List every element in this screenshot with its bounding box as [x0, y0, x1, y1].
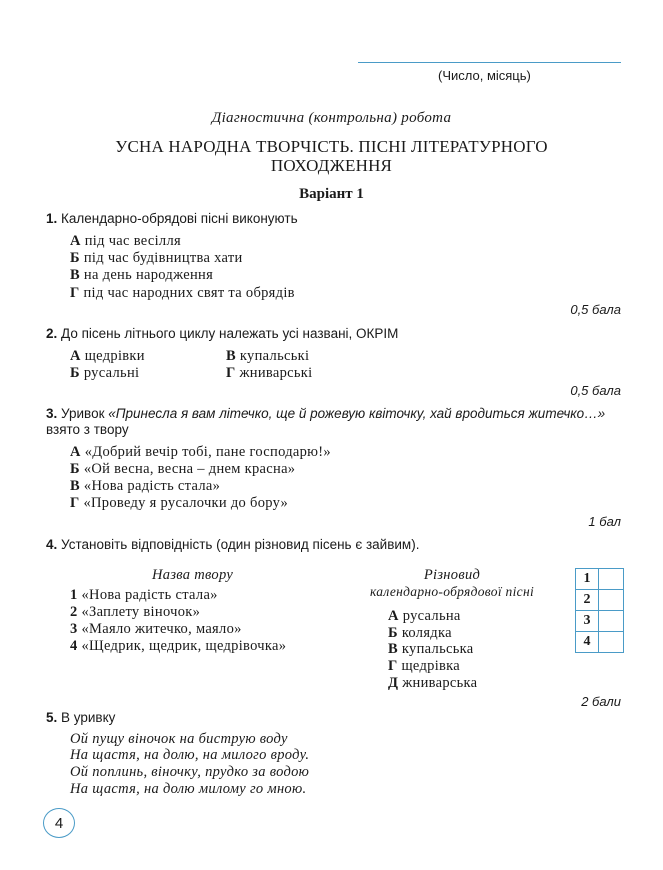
question-number: 1. — [46, 211, 58, 226]
date-label: (Число, місяць) — [438, 68, 531, 83]
question-5: 5. В уривку — [46, 710, 116, 725]
points-label: 1 бал — [588, 514, 621, 529]
match-left-item: 3 «Маяло житечко, маяло» — [70, 621, 242, 637]
points-label: 0,5 бала — [570, 302, 621, 317]
answer-option[interactable]: Г «Проведу я русалочки до бору» — [70, 495, 289, 511]
grid-row-label: 3 — [576, 611, 599, 632]
column-header-type: Різновид — [423, 567, 481, 583]
question-text: Календарно-обрядові пісні виконують — [61, 211, 298, 226]
answer-option[interactable]: А під час весілля — [70, 233, 181, 249]
answer-grid — [575, 568, 624, 653]
poem-line: Ой поплинь, віночку, прудко за водою — [70, 764, 310, 780]
column-header-title: Назва твору — [152, 567, 234, 583]
match-right-item: А русальна — [388, 608, 461, 624]
answer-option[interactable]: Б «Ой весна, весна – днем красна» — [70, 461, 296, 477]
match-right-item: Б колядка — [388, 625, 452, 641]
match-left-item: 4 «Щедрик, щедрик, щедрівочка» — [70, 638, 287, 654]
answer-cell[interactable] — [599, 569, 624, 590]
match-right-item: Д жниварська — [388, 675, 478, 691]
answer-option[interactable]: В купальські — [226, 348, 310, 364]
quoted-excerpt: «Принесла я вам літечко, ще й рожевую квіточку, хай вродиться житечко…» — [108, 406, 606, 421]
poem-line: На щастя, на долю, на милого вроду. — [70, 747, 310, 763]
grid-row-label: 1 — [576, 569, 599, 590]
page-title: УСНА НАРОДНА ТВОРЧІСТЬ. ПІСНІ ЛІТЕРАТУРНОГО ПОХОДЖЕННЯ — [115, 137, 548, 175]
answer-option[interactable]: В на день народження — [70, 267, 214, 283]
answer-option[interactable]: Б під час будівництва хати — [70, 250, 243, 266]
answer-option[interactable]: Г жниварські — [226, 365, 313, 381]
variant-label: Варіант 1 — [299, 186, 364, 202]
answer-option[interactable]: А «Добрий вечір тобі, пане господарю!» — [70, 444, 331, 460]
date-underline — [358, 62, 621, 63]
answer-option[interactable]: Б русальні — [70, 365, 140, 381]
question-4: 4. Установіть відповідність (один різновид пісень є зайвим). — [46, 537, 420, 552]
match-right-item: Г щедрівка — [388, 658, 461, 674]
match-left-item: 2 «Заплету віночок» — [70, 604, 201, 620]
answer-option[interactable]: Г під час народних свят та обрядів — [70, 285, 295, 301]
poem-line: На щастя, на долю милому го мною. — [70, 781, 307, 797]
question-3: 3. Уривок «Принесла я вам літечко, ще й рожевую квіточку, хай вродиться житечко…» взято з твору — [46, 406, 606, 437]
grid-row-label: 2 — [576, 590, 599, 611]
answer-cell[interactable] — [599, 632, 624, 653]
points-label: 2 бали — [581, 694, 621, 709]
match-left-item: 1 «Нова радість стала» — [70, 587, 218, 603]
column-header-type-sub: календарно-обрядової пісні — [370, 584, 534, 599]
page-number: 4 — [43, 808, 75, 838]
answer-option[interactable]: А щедрівки — [70, 348, 145, 364]
answer-cell[interactable] — [599, 611, 624, 632]
grid-row-label: 4 — [576, 632, 599, 653]
work-subtitle: Діагностична (контрольна) робота — [211, 110, 452, 126]
question-2: 2. До пісень літнього циклу належать усі названі, ОКРІМ — [46, 326, 399, 341]
answer-cell[interactable] — [599, 590, 624, 611]
answer-option[interactable]: В «Нова радість стала» — [70, 478, 221, 494]
points-label: 0,5 бала — [570, 383, 621, 398]
match-right-item: В купальська — [388, 641, 474, 657]
question-1 — [46, 211, 298, 226]
poem-line: Ой пущу віночок на биструю воду — [70, 731, 288, 747]
